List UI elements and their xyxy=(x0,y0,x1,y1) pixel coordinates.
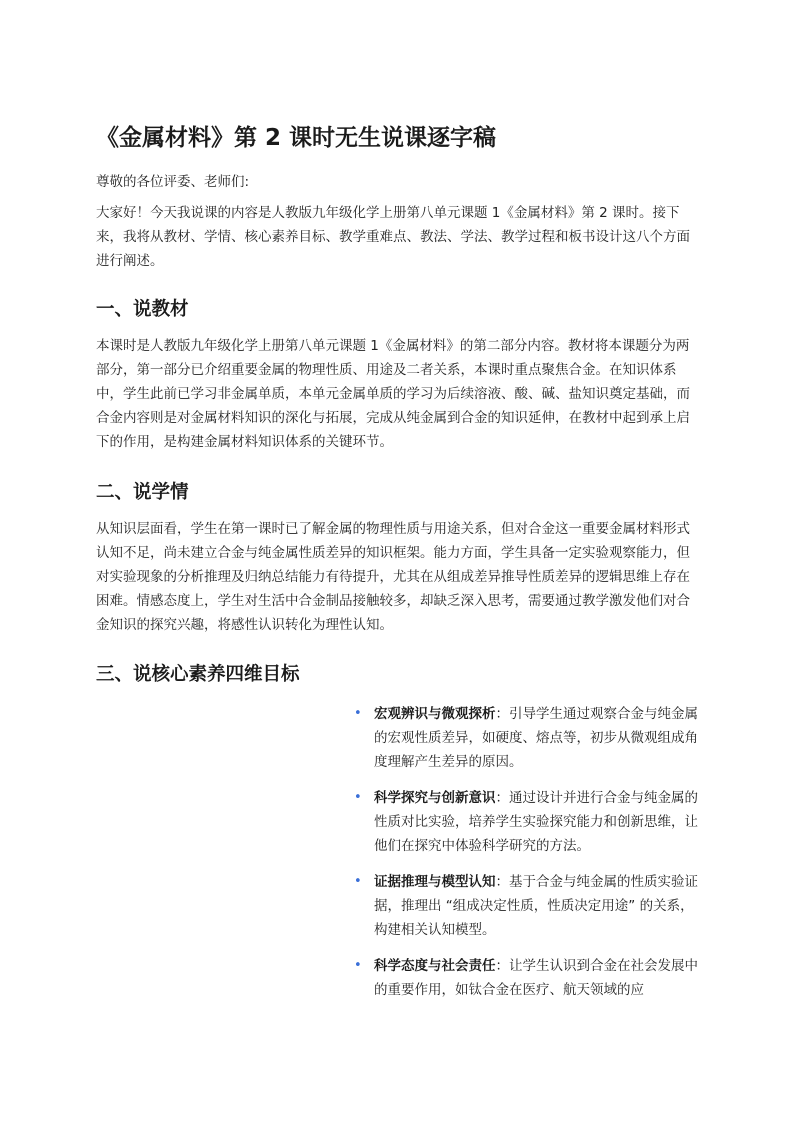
bullet-icon: • xyxy=(354,958,362,973)
goal-text: ：基于合金与纯金属的性质实验证据，推理出 “组成决定性质，性质决定用途” 的关系，构建相关认知模型。 xyxy=(374,874,698,938)
goal-text: ：引导学生通过观察合金与纯金属的宏观性质差异，如硬度、熔点等，初步从微观组成角度理解产生差异的原因。 xyxy=(374,706,698,770)
section-body-learners: 从知识层面看，学生在第一课时已了解金属的物理性质与用途关系，但对合金这一重要金属材料形式认知不足，尚未建立合金与纯金属性质差异的知识框架。能力方面，学生具备一定实验观察能力，但对实验现象的分析推理及归纳总结能力有待提升，尤其在从组成差异推导性质差异的逻辑思维上存在困难。情感态度上，学生对生活中合金制品接触较多，却缺乏深入思考，需要通过教学激发他们对合金知识的探究兴趣，将感性认识转化为理性认知。 xyxy=(96,521,690,633)
bullet-icon: • xyxy=(354,790,362,805)
goal-title: 科学探究与创新意识 xyxy=(374,790,496,806)
list-item xyxy=(352,786,700,858)
goal-list xyxy=(352,702,700,1014)
document-title: 《金属材料》第 2 课时无生说课逐字稿 xyxy=(96,125,497,151)
list-item xyxy=(352,702,700,774)
bullet-icon: • xyxy=(354,874,362,889)
greeting-paragraph: 尊敬的各位评委、老师们: xyxy=(96,174,250,190)
goal-title: 证据推理与模型认知 xyxy=(374,874,496,890)
goal-title: 科学态度与社会责任 xyxy=(374,958,496,974)
bullet-icon: • xyxy=(354,706,362,721)
section-heading-learners: 二、说学情 xyxy=(96,482,189,503)
section-heading-goals: 三、说核心素养四维目标 xyxy=(96,664,300,685)
section-heading-textbook: 一、说教材 xyxy=(96,299,189,320)
goal-text: ：通过设计并进行合金与纯金属的性质对比实验，培养学生实验探究能力和创新思维，让他们在探究中体验科学研究的方法。 xyxy=(374,790,698,854)
list-item xyxy=(352,870,700,942)
goal-title: 宏观辨识与微观探析 xyxy=(374,706,496,722)
section-body-textbook: 本课时是人教版九年级化学上册第八单元课题 1《金属材料》的第二部分内容。教材将本课题分为两部分，第一部分已介绍重要金属的物理性质、用途及二者关系，本课时重点聚焦合金。在知识体系中，学生此前已学习非金属单质，本单元金属单质的学习为后续溶液、酸、碱、盐知识奠定基础，而合金内容则是对金属材料知识的深化与拓展，完成从纯金属到合金的知识延伸，在教材中起到承上启下的作用，是构建金属材料知识体系的关键环节。 xyxy=(96,338,690,450)
goal-text: ：让学生认识到合金在社会发展中的重要作用，如钛合金在医疗、航天领域的应 xyxy=(374,958,698,998)
list-item xyxy=(352,954,700,1002)
intro-paragraph: 大家好！今天我说课的内容是人教版九年级化学上册第八单元课题 1《金属材料》第 2 课时。接下来，我将从教材、学情、核心素养目标、教学重难点、教法、学法、教学过程和板书设计这八个方面进行阐述。 xyxy=(96,205,690,269)
